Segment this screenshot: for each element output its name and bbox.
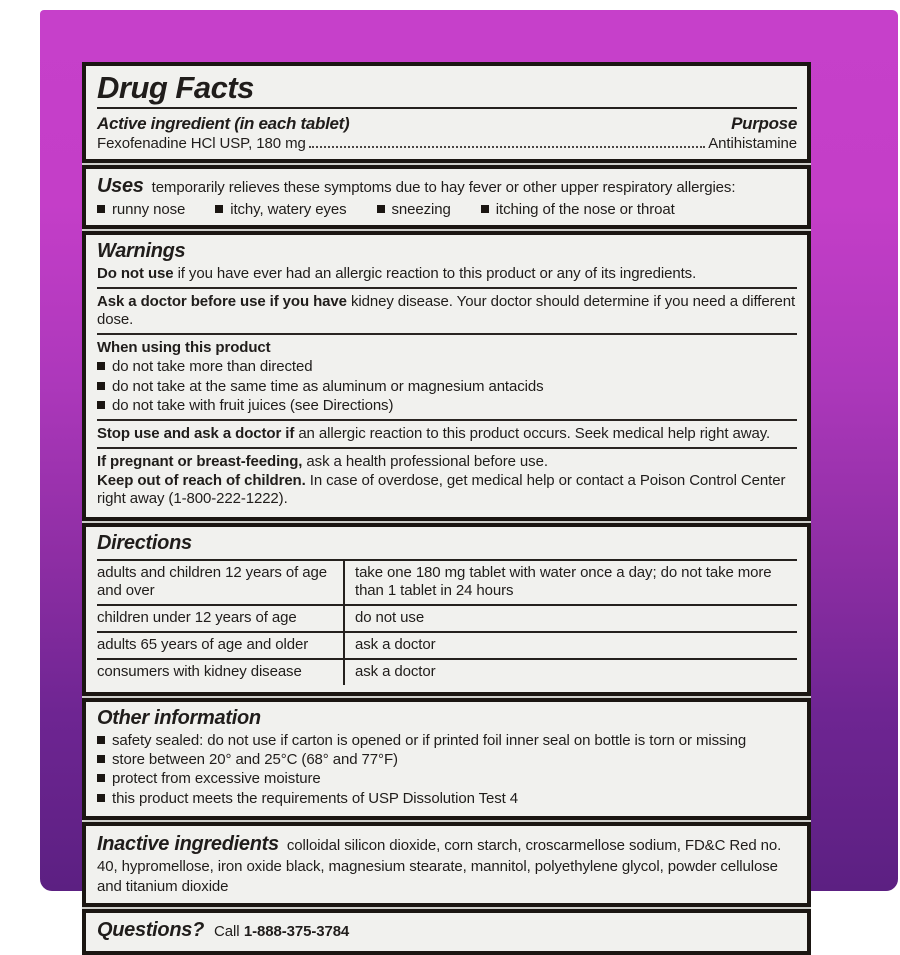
- warning-keep-out: [97, 472, 797, 507]
- list-item: [481, 201, 675, 218]
- inactive-ingredients-heading: Inactive ingredients: [97, 833, 279, 856]
- warning-stop-use: [97, 425, 797, 443]
- divider: [97, 419, 797, 421]
- direction-group: adults 65 years of age and older: [97, 633, 345, 658]
- warnings-heading: Warnings: [97, 240, 186, 263]
- warning-bold: If pregnant or breast-feeding,: [97, 452, 303, 470]
- list-item: [97, 397, 797, 415]
- section-questions: [82, 909, 811, 955]
- bullet-square-icon: [215, 205, 223, 213]
- dotted-leader: [309, 146, 706, 148]
- list-item: [97, 358, 797, 376]
- direction-dose: ask a doctor: [355, 662, 436, 680]
- other-info-bullet: this product meets the requirements of USP Dissolution Test 4: [112, 789, 519, 807]
- direction-group: consumers with kidney disease: [97, 660, 345, 685]
- warning-text: kidney disease. Your doctor should determine if you need a different dose.: [97, 293, 796, 328]
- direction-dose: do not use: [355, 608, 425, 626]
- warning-bullet: do not take with fruit juices (see Directions): [112, 396, 394, 414]
- bullet-square-icon: [97, 401, 105, 409]
- bullet-square-icon: [97, 755, 105, 763]
- warning-bold: Ask a doctor before use if you have: [97, 293, 347, 311]
- section-other-information: [82, 698, 811, 820]
- other-info-bullet: store between 20° and 25°C (68° and 77°F): [112, 751, 398, 769]
- list-item: [97, 378, 797, 396]
- warning-do-not-use: [97, 265, 797, 283]
- directions-heading: Directions: [97, 531, 192, 554]
- list-item: [97, 751, 797, 769]
- warning-bold: Keep out of reach of children.: [97, 472, 306, 490]
- inactive-ingredients-text: [97, 831, 797, 896]
- active-ingredient-header: [97, 114, 797, 134]
- inactive-ingredients-list: colloidal silicon dioxide, corn starch, croscarmellose sodium, FD&C Red no. 40, hypromellose, iron oxide black, magnesium stearate, mannitol, polyethylene glycol, powder cellulose and titanium dioxide: [97, 837, 782, 895]
- warning-bold: When using this product: [97, 338, 271, 356]
- direction-dose: ask a doctor: [355, 635, 436, 653]
- bullet-square-icon: [481, 205, 489, 213]
- ingredient-name: Fexofenadine HCl USP, 180 mg: [97, 135, 306, 153]
- uses-intro: [97, 174, 797, 199]
- warning-text: an allergic reaction to this product occurs. Seek medical help right away.: [294, 425, 771, 443]
- phone-number: 1-888-375-3784: [243, 923, 350, 941]
- section-inactive-ingredients: [82, 822, 811, 907]
- symptom-label: runny nose: [112, 201, 186, 219]
- warning-text: if you have ever had an allergic reaction to this product or any of its ingredients.: [173, 265, 697, 283]
- direction-group: children under 12 years of age: [97, 606, 345, 631]
- list-item: [97, 790, 797, 808]
- call-label: Call: [214, 923, 240, 941]
- warning-pregnant: [97, 453, 797, 471]
- symptom-label: itchy, watery eyes: [230, 201, 347, 219]
- symptom-label: itching of the nose or throat: [495, 201, 675, 219]
- bullet-square-icon: [377, 205, 385, 213]
- symptom-label: sneezing: [391, 201, 451, 219]
- ingredient-purpose: Antihistamine: [708, 135, 797, 153]
- bullet-square-icon: [97, 774, 105, 782]
- ingredient-row: [97, 135, 797, 152]
- bullet-square-icon: [97, 794, 105, 802]
- list-item: [97, 770, 797, 788]
- questions-heading: Questions?: [97, 919, 205, 942]
- direction-group: adults and children 12 years of age and over: [97, 561, 345, 604]
- warning-when-using: [97, 339, 797, 357]
- bullet-square-icon: [97, 205, 105, 213]
- warning-bullet: do not take more than directed: [112, 358, 313, 376]
- divider: [97, 287, 797, 289]
- warning-bullet: do not take at the same time as aluminum or magnesium antacids: [112, 377, 544, 395]
- other-information-heading: Other information: [97, 706, 261, 729]
- divider: [97, 333, 797, 335]
- active-ingredient-heading: Active ingredient (in each tablet): [97, 114, 350, 134]
- bullet-square-icon: [97, 382, 105, 390]
- package-background: [40, 10, 898, 942]
- table-row: [97, 561, 797, 606]
- list-item: [97, 732, 797, 750]
- questions-line: [97, 919, 797, 942]
- drug-facts-panel: [82, 62, 811, 955]
- bullet-square-icon: [97, 736, 105, 744]
- directions-table: [97, 559, 797, 685]
- list-item: [377, 201, 451, 218]
- list-item: [97, 201, 185, 218]
- list-item: [215, 201, 346, 218]
- title-divider: [97, 107, 797, 109]
- uses-heading: Uses: [97, 175, 144, 198]
- warning-text: ask a health professional before use.: [302, 452, 548, 470]
- other-info-bullet: safety sealed: do not use if carton is opened or if printed foil inner seal on bottle is torn or missing: [112, 731, 747, 749]
- table-row: [97, 633, 797, 660]
- warning-bold: Stop use and ask a doctor if: [97, 425, 295, 443]
- warning-bold: Do not use: [97, 265, 174, 283]
- bullet-square-icon: [97, 362, 105, 370]
- table-row: [97, 660, 797, 685]
- warning-text: In case of overdose, get medical help or contact a Poison Control Center right away (1-800-222-1222).: [97, 472, 786, 508]
- section-warnings: [82, 231, 811, 520]
- direction-dose: take one 180 mg tablet with water once a day; do not take more than 1 tablet in 24 hours: [355, 563, 772, 599]
- divider: [97, 447, 797, 449]
- purpose-heading: Purpose: [731, 114, 797, 134]
- table-row: [97, 606, 797, 633]
- uses-text: temporarily relieves these symptoms due to hay fever or other upper respiratory allergies:: [151, 179, 736, 197]
- section-drug-facts: [82, 62, 811, 163]
- other-info-bullet: protect from excessive moisture: [112, 770, 321, 788]
- drug-facts-title: Drug Facts: [97, 70, 254, 105]
- uses-symptoms: [97, 201, 797, 218]
- warning-ask-doctor: [97, 293, 797, 328]
- section-uses: [82, 165, 811, 229]
- section-directions: [82, 523, 811, 696]
